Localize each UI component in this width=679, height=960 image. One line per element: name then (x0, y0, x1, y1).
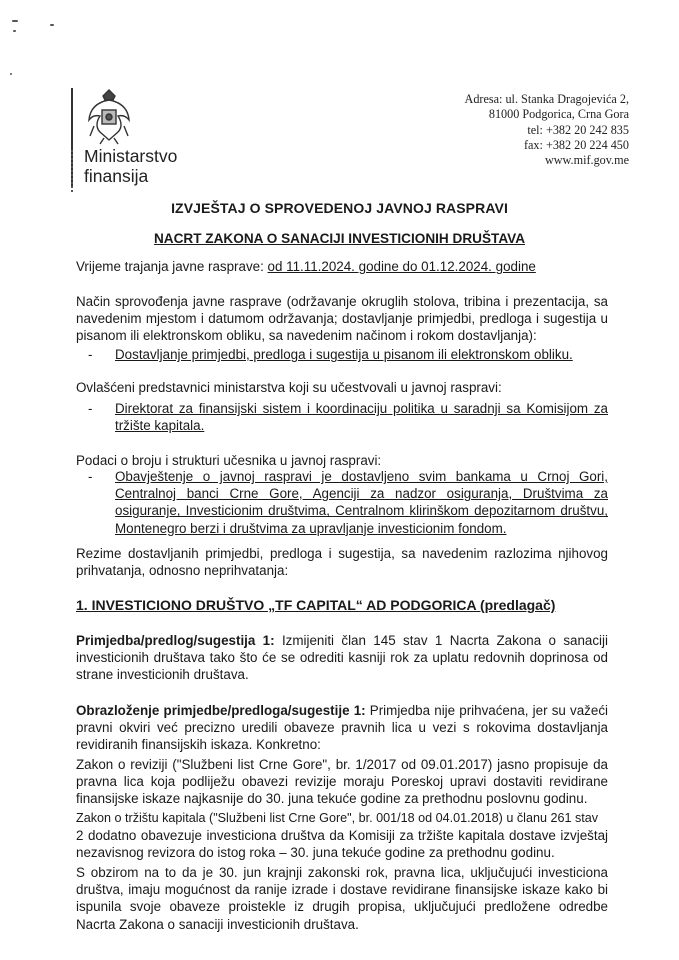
capital-market-law-rest: 2 dodatno obavezuje investiciona društva da Komisiji za tržište kapitala dostave izvještaj nezavisnog revizora do istog roka – 30. juna tekuće godine za prethodnu godinu. (76, 828, 608, 861)
paragraph-capital-market-law (76, 810, 608, 862)
duration-value: od 11.11.2024. godine do 01.12.2024. godine (267, 259, 536, 274)
summary-intro: Rezime dostavljanih primjedbi, predloga i sugestija, sa navedenim razlozima njihovog prihvatanja, odnosno neprihvatanja: (76, 546, 608, 579)
address-phone: tel: +382 20 242 835 (527, 122, 629, 137)
letterhead-divider-dotted (71, 150, 73, 192)
participants-intro: Podaci o broju i strukturi učesnika u javnoj raspravi: (76, 453, 382, 468)
scan-artifacts (10, 18, 60, 78)
comment-1 (76, 632, 608, 684)
document-subtitle-text: NACRT ZAKONA O SANACIJI INVESTICIONIH DRUŠTAVA (153, 231, 526, 246)
paragraph-deadline-conclusion: S obzirom na to da je 30. jun krajnji zakonski rok, pravna lica, uključujući investiciona društva, imaju mogućnost da ranije izrade i dostave revidirane finansijske iskaze kako bi ispunila svoje obaveze proistekle iz drugih propisa, uključujući predložene odredbe Nacrta Zakona o sanaciji investicionih društava. (76, 865, 608, 932)
address-block (465, 92, 629, 168)
participants-bullet: Obavještenje o javnoj raspravi je dostavljeno svim bankama u Crnoj Gori, Centralnoj banci Crne Gore, Agenciji za nadzor osiguranja, Društvima za osiguranje, Investicionim društvima, Centralnom klirinškom depozitarnom društvu, Montenegro berzi i društvima za upravljanje investicionim fondom. (115, 469, 608, 536)
ministry-name (84, 146, 177, 186)
explanation-1 (76, 702, 608, 754)
document-subtitle (0, 231, 679, 246)
paragraph-law-on-audit: Zakon o reviziji ("Službeni list Crne Gore", br. 1/2017 od 09.01.2017) jasno propisuje da pravna lica koja podliježu obavezi revizije moraju Poreskoj upravi dostaviti revidirane finansijske iskaze najkasnije do 30. juna tekuće godine za prethodnu poslovnu godinu. (76, 757, 608, 807)
duration-label: Vrijeme trajanja javne rasprave: (76, 259, 268, 274)
explanation-1-label: Obrazloženje primjedbe/predloga/sugestije 1: (76, 703, 366, 718)
representatives-intro: Ovlašćeni predstavnici ministarstva koji su učestvovali u javnoj raspravi: (76, 380, 502, 395)
address-city: 81000 Podgorica, Crna Gora (488, 107, 629, 122)
comment-1-label: Primjedba/predlog/sugestija 1: (76, 633, 275, 648)
address-street: Adresa: ul. Stanka Dragojevića 2, (464, 92, 629, 106)
coat-of-arms-icon (86, 88, 132, 146)
bullet-dash: - (88, 347, 93, 362)
method-intro: Način sprovođenja javne rasprave (održavanje okruglih stolova, tribina i prezentacija, sa navedenim mjestom i datumom održavanja; dostavljanje primjedbi, predloga i sugestija u pisanom ili elektronskom obliku, sa navedenim načinom i rokom dostavljanja): (76, 294, 608, 344)
representatives-bullet: Direktorat za finansijski sistem i koordinaciju politika u saradnji sa Komisijom za tržište kapitala. (115, 401, 608, 434)
explanation-1-text: Primjedba nije prihvaćena, jer su važeći pravni okviri već precizno uredili obaveze pravnih lica u vezi s rokovima dostavljanja revidiranih finansijskih iskaza. Konkretno: (76, 703, 608, 753)
section-heading-1: 1. INVESTICIONO DRUŠTVO „TF CAPITAL“ AD PODGORICA (predlagač) (76, 597, 556, 613)
bullet-dash: - (88, 469, 93, 484)
capital-market-law-line1: Zakon o tržištu kapitala ("Službeni list Crne Gore", br. 001/18 od 04.01.2018) u članu 261 stav (76, 811, 599, 825)
address-website: www.mif.gov.me (544, 153, 629, 168)
document-title: IZVJEŠTAJ O SPROVEDENOJ JAVNOJ RASPRAVI (171, 200, 508, 216)
duration-line (76, 258, 608, 275)
ministry-name-line2: finansija (84, 166, 149, 186)
address-fax: fax: +382 20 224 450 (523, 137, 629, 152)
comment-1-text: Izmijeniti član 145 stav 1 Nacrta Zakona o sanaciji investicionih društava tako što će se odrediti kasniji rok za uplatu redovnih doprinosa od strane investicionih društava. (76, 633, 608, 683)
ministry-name-line1: Ministarstvo (84, 146, 178, 166)
method-bullet: Dostavljanje primjedbi, predloga i sugestija u pisanom ili elektronskom obliku. (115, 347, 573, 362)
bullet-dash: - (88, 401, 93, 416)
